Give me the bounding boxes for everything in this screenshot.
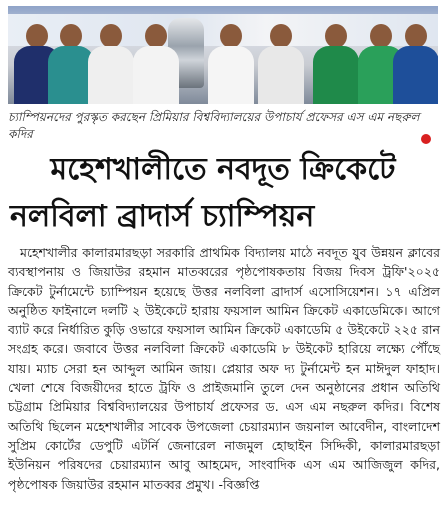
person (88, 24, 134, 104)
headline-line-1: মহেশখালীতে নবদূত ক্রিকেটে (50, 152, 396, 187)
news-photo (8, 6, 438, 104)
photo-caption: চ্যাম্পিয়নদের পুরস্কৃত করছেন প্রিমিয়ার বিশ্ববিদ্যালয়ের উপাচার্য প্রফেসর এস এম নছরুল কদির (8, 110, 420, 141)
article-body: মহেশখালীর কালারমারছড়া সরকারি প্রাথমিক বিদ্যালয় মাঠে নবদূত যুব উন্নয়ন ক্লাবের ব্যবস্থাপনায় ও জিয়াউর রহমান মাতব্বরের পৃষ্ঠপোষকতায় বিজয় দিবস ট্রফি'২০২৫ ক্রিকেট টুর্নামেন্টে চ্যাম্পিয়ন হয়েছে উত্তর নলবিলা ব্রাদার্স এসোসিয়েশন। ১৭ এপ্রিল অনুষ্ঠিত ফাইনালে দলটি ২ উইকেটে হারায় ফয়সাল আমিন ক্রিকেট একাডেমিকে। আগে ব্যাট করে নির্ধারিত কুড়ি ওভারে ফয়সাল আমিন ক্রিকেট একাডেমি ৫ উইকেটে ২২৫ রান সংগ্রহ করে। জবাবে উত্তর নলবিলা ক্রিকেট একাডেমি ৮ উইকেট হারিয়ে লক্ষ্যে পৌঁছে যায়। ম্যাচ সেরা হন আব্দুল আমিন জায়। প্লেয়ার অফ দ্য টুর্নামেন্ট হন মাঈদুল ফাহাদ। খেলা শেষে বিজয়ীদের হাতে ট্রফি ও প্রাইজমানি তুলে দেন অনুষ্ঠানের প্রধান অতিথি চট্টগ্রাম প্রিমিয়ার বিশ্ববিদ্যালয়ের উপাচার্য প্রফেসর ড. এস এম নছরুল কদির। বিশেষ অতিথি ছিলেন মহেশখালীর সাবেক উপজেলা চেয়ারম্যান জয়নাল আবেদীন, বাংলাদেশ সুপ্রিম কোর্টের ডেপুটি এটর্নি জেনারেল নাজমুল হোছাইন সিদ্দিকী, কালারমারছড়া ইউনিয়ন পরিষদের চেয়ারম্যান আবু আহমেদ, সাংবাদিক এস এম আজিজুল কদির, পৃষ্ঠপোষক জিয়াউর রহমান মাতব্বর প্রমুখ। -বিজ্ঞপ্তি (8, 245, 440, 492)
person (258, 24, 304, 104)
person (208, 24, 254, 104)
person (393, 24, 438, 104)
person (133, 24, 179, 104)
headline-line-2: নলবিলা ব্রাদার্স চ্যাম্পিয়ন (10, 199, 315, 234)
person (313, 24, 359, 104)
bullet-dot-icon (421, 134, 431, 144)
